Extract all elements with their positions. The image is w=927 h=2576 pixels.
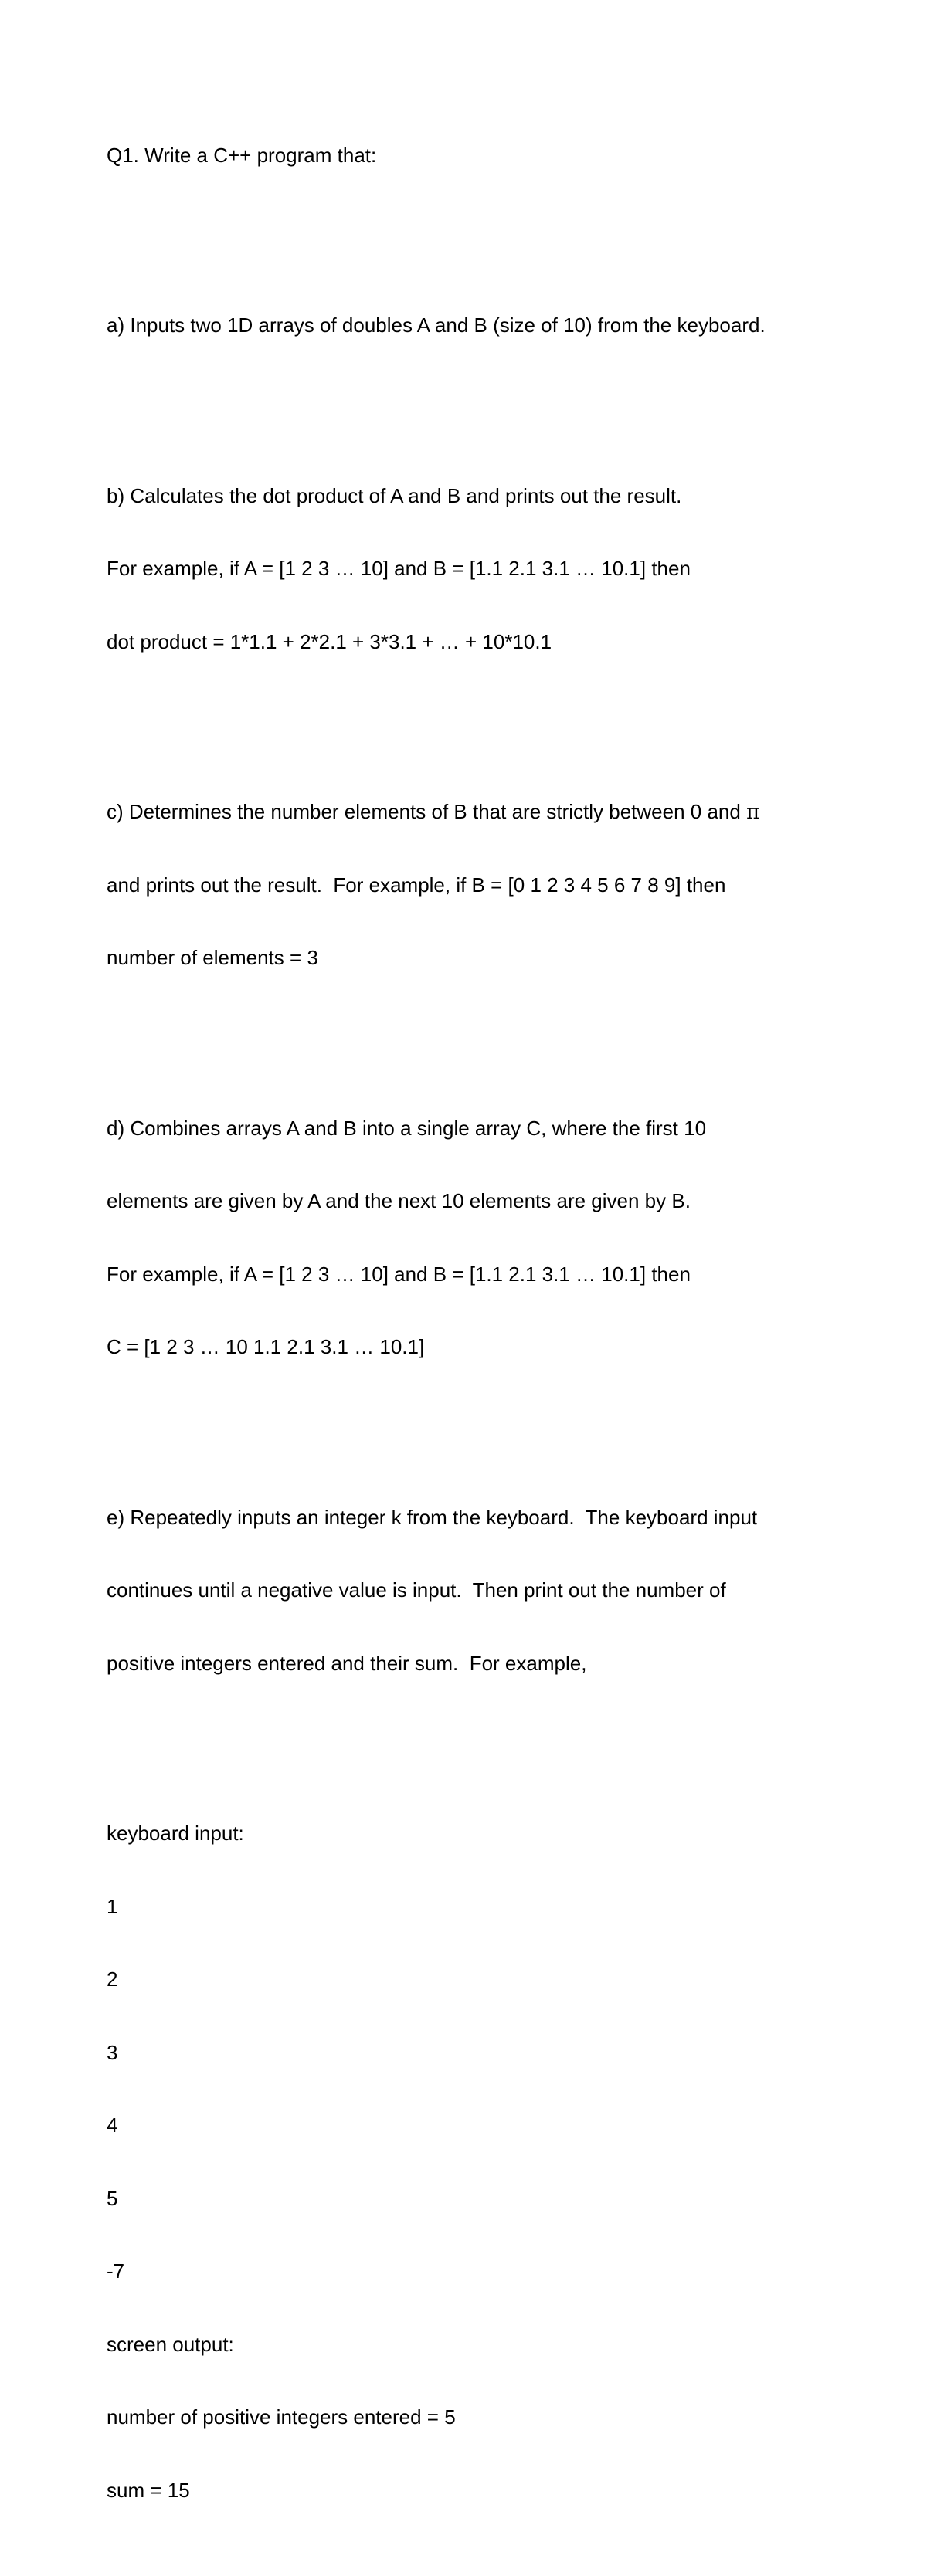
input-value: 3 <box>107 2040 118 2064</box>
input-value: 5 <box>107 2186 118 2210</box>
part-d-line-3: For example, if A = [1 2 3 … 10] and B = [1.1 2.1 3.1 … 10.1] then <box>107 1262 691 1286</box>
part-e-line-2: continues until a negative value is input. Then print out the number of <box>107 1578 726 1602</box>
spacer <box>107 1019 848 1044</box>
part-d-line-4: C = [1 2 3 … 10 1.1 2.1 3.1 … 10.1] <box>107 1335 425 1358</box>
document-content <box>107 70 848 2576</box>
part-b-line-3: dot product = 1*1.1 + 2*2.1 + 3*3.1 + … + 10*10.1 <box>107 629 552 653</box>
input-value: 4 <box>107 2113 118 2137</box>
output-line: number of positive integers entered = 5 <box>107 2405 456 2429</box>
part-c-line-1 <box>107 800 848 825</box>
spacer <box>107 387 848 412</box>
part-c-line-3: number of elements = 3 <box>107 946 318 969</box>
spacer <box>107 216 848 241</box>
keyboard-input-label: keyboard input: <box>107 1822 244 1845</box>
spacer <box>107 1724 848 1749</box>
input-value: 1 <box>107 1894 118 1918</box>
output-line: sum = 15 <box>107 2478 190 2502</box>
part-a-line-1: a) Inputs two 1D arrays of doubles A and B (size of 10) from the keyboard. <box>107 314 766 337</box>
input-value: 2 <box>107 1968 118 1991</box>
part-c-line-1-text: c) Determines the number elements of B that are strictly between 0 and <box>107 800 747 823</box>
part-e-line-3: positive integers entered and their sum. For example, <box>107 1651 587 1675</box>
part-b-line-1: b) Calculates the dot product of A and B and prints out the result. <box>107 483 682 507</box>
input-value: -7 <box>107 2259 125 2283</box>
part-c-line-2: and prints out the result. For example, if B = [0 1 2 3 4 5 6 7 8 9] then <box>107 873 726 897</box>
part-e-line-1: e) Repeatedly inputs an integer k from the keyboard. The keyboard input <box>107 1505 758 1529</box>
part-b-line-2: For example, if A = [1 2 3 … 10] and B = [1.1 2.1 3.1 … 10.1] then <box>107 557 691 580</box>
pi-symbol: π <box>746 801 760 824</box>
spacer <box>107 703 848 727</box>
question-title: Q1. Write a C++ program that: <box>107 143 377 167</box>
screen-output-label: screen output: <box>107 2332 234 2356</box>
spacer <box>107 1408 848 1433</box>
part-d-line-2: elements are given by A and the next 10 elements are given by B. <box>107 1189 691 1212</box>
part-d-line-1: d) Combines arrays A and B into a single array C, where the first 10 <box>107 1116 707 1140</box>
